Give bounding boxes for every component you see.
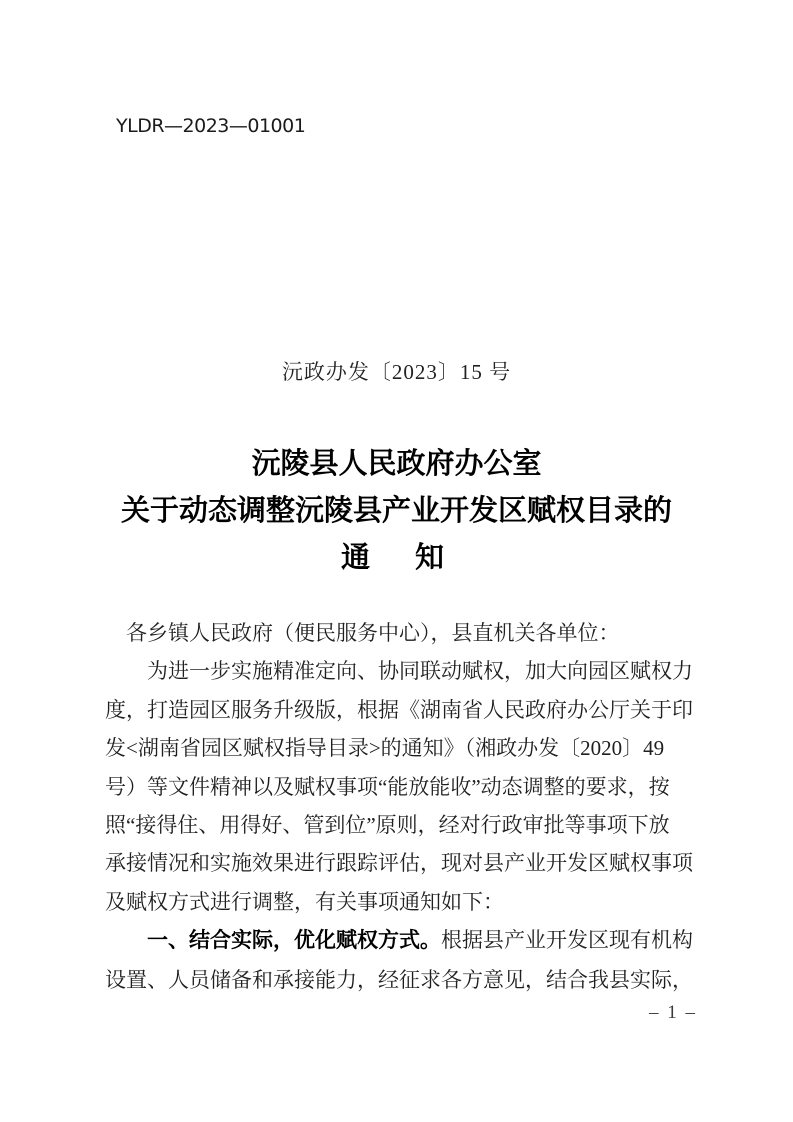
text-run: 设置、人员储备和承接能力，经征求各方意见，结合我县实际， xyxy=(105,967,693,992)
notice-title xyxy=(0,441,793,582)
text-run: 照“接得住、用得好、管到位”原则，经对行政审批等事项下放 xyxy=(105,813,670,838)
body-line xyxy=(105,844,701,882)
body-line xyxy=(105,614,701,652)
body-line xyxy=(105,806,701,844)
body-text xyxy=(105,614,701,999)
body-line xyxy=(105,691,701,729)
body-line xyxy=(105,883,701,921)
text-run: 为进一步实施精准定向、协同联动赋权，加大向园区赋权力 xyxy=(105,659,693,684)
body-line xyxy=(105,961,701,999)
body-line xyxy=(105,652,701,690)
body-line xyxy=(105,768,701,806)
bold-text-run: 一、结合实际，优化赋权方式。 xyxy=(105,929,441,953)
text-run: 根据县产业开发区现有机构 xyxy=(441,928,693,953)
text-run: 及赋权方式进行调整，有关事项通知如下： xyxy=(105,889,504,914)
title-line-2: 关于动态调整沅陵县产业开发区赋权目录的 xyxy=(120,495,672,527)
text-run: 承接情况和实施效果进行跟踪评估，现对县产业开发区赋权事项 xyxy=(105,851,693,876)
doc-reference-code: YLDR—2023—01001 xyxy=(116,115,306,137)
text-run: 发<湖南省园区赋权指导目录>的通知》（湘政办发〔2020〕49 xyxy=(105,736,665,761)
body-line xyxy=(105,729,701,767)
title-line-3: 通 知 xyxy=(340,542,452,574)
text-run: 各乡镇人民政府（便民服务中心），县直机关各单位： xyxy=(105,621,620,645)
doc-number: 沅政办发〔2023〕15 号 xyxy=(281,360,512,384)
text-run: 度，打造园区服务升级版，根据《湖南省人民政府办公厅关于印 xyxy=(105,697,693,722)
page-number: – 1 – xyxy=(649,1002,697,1023)
body-line xyxy=(105,921,701,960)
title-line-1: 沅陵县人民政府办公室 xyxy=(251,448,542,480)
text-run: 号）等文件精神以及赋权事项“能放能收”动态调整的要求，按 xyxy=(105,774,670,799)
